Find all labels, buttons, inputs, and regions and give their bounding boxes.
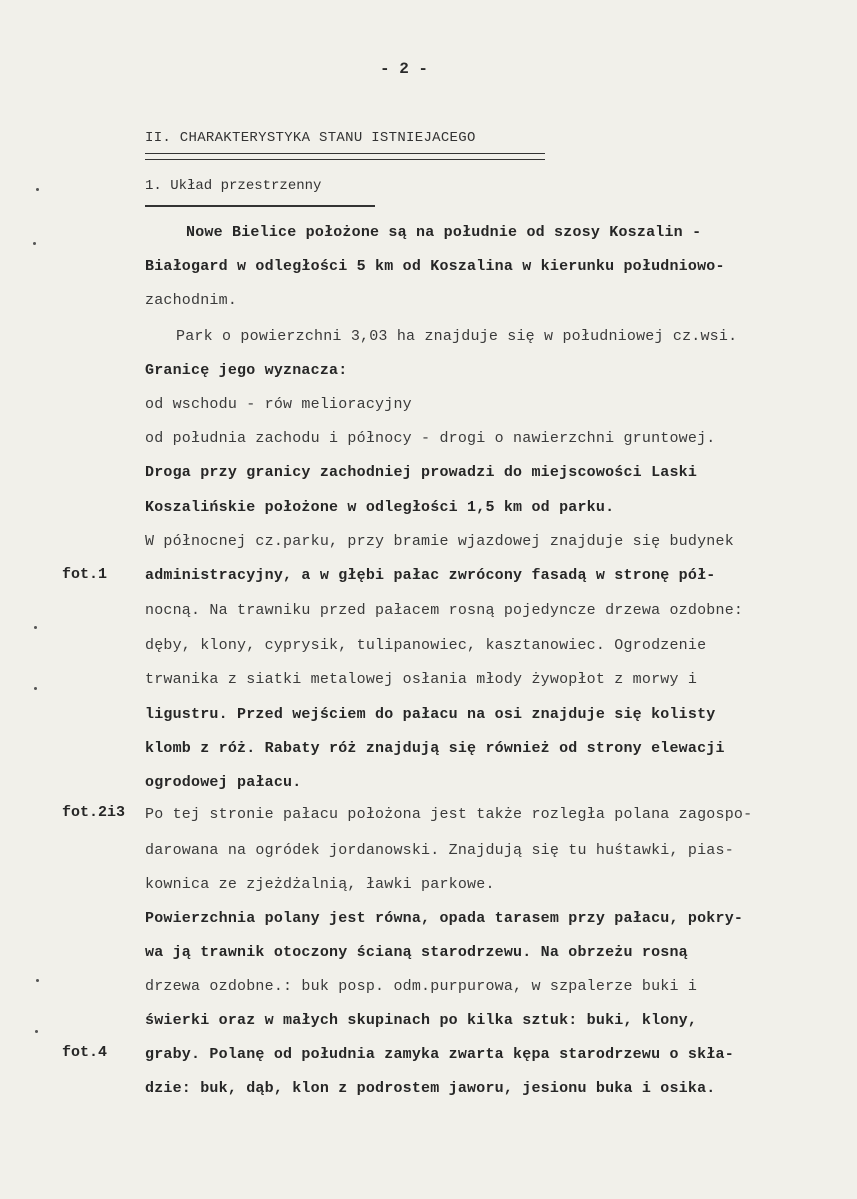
section-title: II. CHARAKTERYSTYKA STANU ISTNIEJACEGO [145, 130, 476, 146]
text-line: świerki oraz w małych skupinach po kilka sztuk: buki, klony, [145, 1012, 698, 1029]
text-line: Po tej stronie pałacu położona jest także rozległa polana zagospo- [145, 806, 753, 823]
text-line: darowana na ogródek jordanowski. Znajdują się tu huśtawki, pias- [145, 842, 734, 859]
margin-note-fot1: fot.1 [62, 566, 108, 583]
text-line: nocną. Na trawniku przed pałacem rosną pojedyncze drzewa ozdobne: [145, 602, 744, 619]
text-line: Nowe Bielice położone są na południe od szosy Koszalin - [186, 224, 702, 241]
text-line: graby. Polanę od południa zamyka zwarta kępa starodrzewu o skła- [145, 1046, 734, 1063]
text-line: dzie: buk, dąb, klon z podrostem jaworu, jesionu buka i osika. [145, 1080, 716, 1097]
page-number: - 2 - [380, 60, 429, 78]
text-line: W północnej cz.parku, przy bramie wjazdowej znajduje się budynek [145, 533, 734, 550]
text-line: od wschodu - rów melioracyjny [145, 396, 412, 413]
punch-mark [34, 626, 37, 629]
text-line: Białogard w odległości 5 km od Koszalina w kierunku południowo- [145, 258, 725, 275]
punch-mark [35, 1030, 38, 1033]
text-line: trwanika z siatki metalowej osłania młody żywopłot z morwy i [145, 671, 698, 688]
subsection-title: 1. Układ przestrzenny [145, 178, 322, 194]
text-line: Droga przy granicy zachodniej prowadzi do miejscowości Laski [145, 464, 698, 481]
text-line: Granicę jego wyznacza: [145, 362, 348, 379]
text-line: administracyjny, a w głębi pałac zwrócony fasadą w stronę pół- [145, 567, 716, 584]
punch-mark [34, 687, 37, 690]
text-line: wa ją trawnik otoczony ścianą starodrzewu. Na obrzeżu rosną [145, 944, 688, 961]
punch-mark [33, 242, 36, 245]
margin-note-fot2i3: fot.2i3 [62, 804, 126, 821]
punch-mark [36, 979, 39, 982]
text-line: drzewa ozdobne.: buk posp. odm.purpurowa, w szpalerze buki i [145, 978, 698, 995]
text-line: zachodnim. [145, 292, 238, 309]
text-line: klomb z róż. Rabaty róż znajdują się również od strony elewacji [145, 740, 725, 757]
punch-mark [36, 188, 39, 191]
text-line: dęby, klony, cyprysik, tulipanowiec, kasztanowiec. Ogrodzenie [145, 637, 707, 654]
text-line: Park o powierzchni 3,03 ha znajduje się w południowej cz.wsi. [176, 328, 738, 345]
text-line: kownica ze zjeżdżalnią, ławki parkowe. [145, 876, 495, 893]
text-line: od południa zachodu i północy - drogi o nawierzchni gruntowej. [145, 430, 716, 447]
text-line: ogrodowej pałacu. [145, 774, 302, 791]
title-double-underline [145, 153, 545, 160]
text-line: ligustru. Przed wejściem do pałacu na osi znajduje się kolisty [145, 706, 716, 723]
text-line: Powierzchnia polany jest równa, opada tarasem przy pałacu, pokry- [145, 910, 744, 927]
margin-note-fot4: fot.4 [62, 1044, 108, 1061]
subsection-underline [145, 205, 375, 207]
text-line: Koszalińskie położone w odległości 1,5 km od parku. [145, 499, 615, 516]
